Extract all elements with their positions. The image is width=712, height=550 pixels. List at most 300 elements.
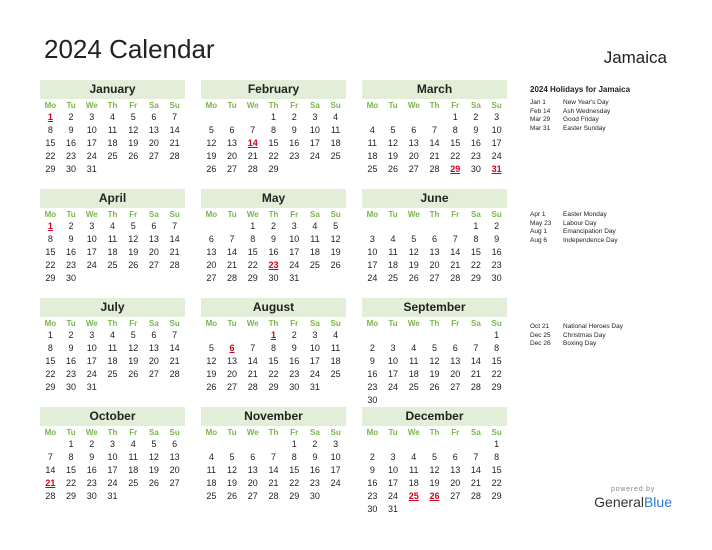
day-cell[interactable]: 1 [250,221,256,231]
day-cell[interactable]: 9 [369,356,375,366]
day-cell[interactable]: 4 [411,343,417,353]
day-cell[interactable]: 7 [229,234,235,244]
day-cell[interactable]: 9 [68,343,74,353]
day-cell[interactable]: 5 [431,452,437,462]
day-cell[interactable]: 5 [130,221,136,231]
day-cell[interactable]: 27 [148,151,159,161]
day-cell[interactable]: 15 [491,356,502,366]
day-cell[interactable]: 26 [128,369,139,379]
day-cell[interactable]: 18 [330,356,341,366]
day-cell[interactable]: 5 [130,112,136,122]
day-cell[interactable]: 21 [227,260,238,270]
day-cell[interactable]: 10 [107,452,118,462]
holiday-day[interactable]: 1 [47,112,53,122]
day-cell[interactable]: 11 [409,465,419,475]
day-cell[interactable]: 8 [291,452,297,462]
day-cell[interactable]: 13 [206,247,217,257]
day-cell[interactable]: 2 [68,330,74,340]
day-cell[interactable]: 23 [470,151,481,161]
day-cell[interactable]: 28 [470,382,481,392]
day-cell[interactable]: 5 [431,343,437,353]
day-cell[interactable]: 26 [148,478,159,488]
day-cell[interactable]: 8 [47,343,53,353]
day-cell[interactable]: 8 [452,125,458,135]
day-cell[interactable]: 2 [291,330,297,340]
day-cell[interactable]: 23 [367,382,378,392]
day-cell[interactable]: 3 [89,112,95,122]
day-cell[interactable]: 26 [429,382,440,392]
day-cell[interactable]: 19 [128,247,139,257]
day-cell[interactable]: 29 [289,491,300,501]
day-cell[interactable]: 17 [86,356,97,366]
day-cell[interactable]: 26 [388,164,399,174]
day-cell[interactable]: 13 [148,343,159,353]
day-cell[interactable]: 31 [289,273,300,283]
day-cell[interactable]: 31 [86,382,97,392]
day-cell[interactable]: 21 [169,356,180,366]
day-cell[interactable]: 9 [312,452,318,462]
day-cell[interactable]: 7 [473,452,479,462]
day-cell[interactable]: 6 [250,452,256,462]
day-cell[interactable]: 21 [429,151,440,161]
day-cell[interactable]: 1 [494,439,500,449]
day-cell[interactable]: 12 [330,234,341,244]
day-cell[interactable]: 12 [429,465,440,475]
day-cell[interactable]: 16 [289,356,300,366]
day-cell[interactable]: 15 [45,138,56,148]
day-cell[interactable]: 17 [309,138,320,148]
day-cell[interactable]: 28 [247,382,258,392]
day-cell[interactable]: 4 [109,330,115,340]
day-cell[interactable]: 12 [206,356,217,366]
holiday-day[interactable]: 21 [45,478,56,488]
day-cell[interactable]: 13 [169,452,180,462]
day-cell[interactable]: 31 [309,382,320,392]
day-cell[interactable]: 13 [450,356,461,366]
day-cell[interactable]: 11 [206,465,217,475]
day-cell[interactable]: 5 [208,125,214,135]
day-cell[interactable]: 26 [128,151,139,161]
day-cell[interactable]: 23 [66,151,77,161]
day-cell[interactable]: 10 [388,356,399,366]
day-cell[interactable]: 9 [291,343,297,353]
day-cell[interactable]: 22 [268,151,279,161]
day-cell[interactable]: 8 [47,234,53,244]
day-cell[interactable]: 28 [470,491,481,501]
day-cell[interactable]: 29 [45,382,56,392]
day-cell[interactable]: 24 [309,369,320,379]
day-cell[interactable]: 5 [333,221,339,231]
day-cell[interactable]: 7 [172,112,178,122]
day-cell[interactable]: 17 [309,356,320,366]
day-cell[interactable]: 20 [450,369,461,379]
day-cell[interactable]: 9 [89,452,95,462]
day-cell[interactable]: 23 [86,478,97,488]
holiday-day[interactable]: 25 [408,491,419,501]
day-cell[interactable]: 14 [247,356,258,366]
day-cell[interactable]: 16 [66,138,77,148]
day-cell[interactable]: 28 [169,151,180,161]
day-cell[interactable]: 30 [367,504,378,514]
day-cell[interactable]: 30 [309,491,320,501]
day-cell[interactable]: 12 [148,452,159,462]
day-cell[interactable]: 19 [148,465,159,475]
day-cell[interactable]: 26 [128,260,139,270]
day-cell[interactable]: 18 [107,356,118,366]
day-cell[interactable]: 3 [89,330,95,340]
day-cell[interactable]: 3 [109,439,115,449]
day-cell[interactable]: 11 [107,125,118,135]
footer-brand[interactable] [594,486,672,510]
day-cell[interactable]: 14 [470,356,481,366]
day-cell[interactable]: 4 [109,112,115,122]
day-cell[interactable]: 4 [109,221,115,231]
day-cell[interactable]: 10 [86,234,97,244]
day-cell[interactable]: 8 [270,125,276,135]
day-cell[interactable]: 18 [128,465,139,475]
day-cell[interactable]: 8 [250,234,256,244]
day-cell[interactable]: 4 [208,452,214,462]
day-cell[interactable]: 17 [367,260,378,270]
day-cell[interactable]: 15 [268,356,279,366]
day-cell[interactable]: 14 [169,234,180,244]
day-cell[interactable]: 5 [151,439,157,449]
day-cell[interactable]: 1 [452,112,458,122]
day-cell[interactable]: 22 [247,260,258,270]
day-cell[interactable]: 15 [289,465,300,475]
day-cell[interactable]: 27 [148,260,159,270]
day-cell[interactable]: 30 [268,273,279,283]
day-cell[interactable]: 2 [473,112,479,122]
day-cell[interactable]: 12 [227,465,238,475]
day-cell[interactable]: 9 [270,234,276,244]
day-cell[interactable]: 22 [45,151,56,161]
day-cell[interactable]: 20 [429,260,440,270]
day-cell[interactable]: 7 [47,452,53,462]
day-cell[interactable]: 27 [227,382,238,392]
day-cell[interactable]: 13 [148,125,159,135]
day-cell[interactable]: 28 [247,164,258,174]
day-cell[interactable]: 2 [89,439,95,449]
day-cell[interactable]: 15 [247,247,258,257]
day-cell[interactable]: 29 [491,491,502,501]
day-cell[interactable]: 2 [68,112,74,122]
day-cell[interactable]: 1 [68,439,74,449]
day-cell[interactable]: 24 [289,260,300,270]
day-cell[interactable]: 14 [169,125,180,135]
day-cell[interactable]: 28 [169,260,180,270]
day-cell[interactable]: 14 [169,343,180,353]
day-cell[interactable]: 11 [310,234,320,244]
day-cell[interactable]: 13 [408,138,419,148]
day-cell[interactable]: 3 [312,330,318,340]
day-cell[interactable]: 12 [128,125,139,135]
day-cell[interactable]: 16 [66,247,77,257]
day-cell[interactable]: 10 [388,465,399,475]
day-cell[interactable]: 29 [66,491,77,501]
day-cell[interactable]: 6 [208,234,214,244]
day-cell[interactable]: 20 [148,247,159,257]
day-cell[interactable]: 12 [408,247,419,257]
day-cell[interactable]: 25 [309,260,320,270]
day-cell[interactable]: 21 [247,151,258,161]
day-cell[interactable]: 16 [491,247,502,257]
day-cell[interactable]: 4 [130,439,136,449]
day-cell[interactable]: 24 [367,273,378,283]
day-cell[interactable]: 12 [388,138,399,148]
day-cell[interactable]: 25 [367,164,378,174]
day-cell[interactable]: 21 [470,478,481,488]
day-cell[interactable]: 19 [128,356,139,366]
day-cell[interactable]: 2 [270,221,276,231]
day-cell[interactable]: 6 [151,221,157,231]
day-cell[interactable]: 16 [309,465,320,475]
day-cell[interactable]: 14 [268,465,279,475]
day-cell[interactable]: 22 [491,369,502,379]
day-cell[interactable]: 6 [151,112,157,122]
day-cell[interactable]: 4 [312,221,318,231]
day-cell[interactable]: 21 [450,260,461,270]
day-cell[interactable]: 22 [45,369,56,379]
day-cell[interactable]: 19 [429,478,440,488]
day-cell[interactable]: 18 [330,138,341,148]
day-cell[interactable]: 2 [369,343,375,353]
day-cell[interactable]: 27 [450,491,461,501]
day-cell[interactable]: 4 [369,125,375,135]
day-cell[interactable]: 25 [107,369,118,379]
day-cell[interactable]: 8 [68,452,74,462]
day-cell[interactable]: 24 [388,382,399,392]
day-cell[interactable]: 21 [169,138,180,148]
day-cell[interactable]: 24 [86,260,97,270]
day-cell[interactable]: 25 [330,369,341,379]
day-cell[interactable]: 25 [388,273,399,283]
day-cell[interactable]: 7 [172,221,178,231]
day-cell[interactable]: 6 [411,125,417,135]
day-cell[interactable]: 3 [390,343,396,353]
day-cell[interactable]: 27 [429,273,440,283]
day-cell[interactable]: 30 [367,395,378,405]
day-cell[interactable]: 19 [128,138,139,148]
day-cell[interactable]: 2 [312,439,318,449]
day-cell[interactable]: 29 [45,273,56,283]
day-cell[interactable]: 18 [206,478,217,488]
day-cell[interactable]: 20 [227,369,238,379]
day-cell[interactable]: 16 [86,465,97,475]
day-cell[interactable]: 20 [408,151,419,161]
day-cell[interactable]: 13 [227,356,238,366]
day-cell[interactable]: 6 [452,343,458,353]
day-cell[interactable]: 22 [450,151,461,161]
day-cell[interactable]: 1 [473,221,479,231]
day-cell[interactable]: 11 [388,247,398,257]
day-cell[interactable]: 7 [250,343,256,353]
day-cell[interactable]: 25 [408,382,419,392]
day-cell[interactable]: 10 [309,343,320,353]
day-cell[interactable]: 20 [450,478,461,488]
day-cell[interactable]: 30 [491,273,502,283]
day-cell[interactable]: 7 [452,234,458,244]
day-cell[interactable]: 20 [247,478,258,488]
holiday-day[interactable]: 1 [270,330,276,340]
day-cell[interactable]: 20 [148,356,159,366]
day-cell[interactable]: 7 [172,330,178,340]
day-cell[interactable]: 20 [206,260,217,270]
day-cell[interactable]: 14 [450,247,461,257]
day-cell[interactable]: 24 [309,151,320,161]
day-cell[interactable]: 28 [450,273,461,283]
day-cell[interactable]: 9 [494,234,500,244]
day-cell[interactable]: 21 [268,478,279,488]
day-cell[interactable]: 12 [206,138,217,148]
day-cell[interactable]: 1 [270,112,276,122]
day-cell[interactable]: 12 [128,234,139,244]
day-cell[interactable]: 10 [330,452,341,462]
day-cell[interactable]: 5 [390,125,396,135]
day-cell[interactable]: 7 [431,125,437,135]
holiday-day[interactable]: 23 [268,260,279,270]
day-cell[interactable]: 15 [450,138,461,148]
day-cell[interactable]: 26 [227,491,238,501]
day-cell[interactable]: 3 [291,221,297,231]
day-cell[interactable]: 22 [289,478,300,488]
day-cell[interactable]: 22 [45,260,56,270]
day-cell[interactable]: 13 [227,138,238,148]
day-cell[interactable]: 8 [47,125,53,135]
day-cell[interactable]: 15 [470,247,481,257]
day-cell[interactable]: 2 [68,221,74,231]
day-cell[interactable]: 19 [429,369,440,379]
day-cell[interactable]: 18 [408,369,419,379]
holiday-day[interactable]: 6 [229,343,235,353]
day-cell[interactable]: 16 [289,138,300,148]
day-cell[interactable]: 14 [470,465,481,475]
day-cell[interactable]: 8 [494,343,500,353]
day-cell[interactable]: 6 [229,125,235,135]
day-cell[interactable]: 13 [148,234,159,244]
holiday-day[interactable]: 29 [450,164,461,174]
day-cell[interactable]: 28 [429,164,440,174]
day-cell[interactable]: 2 [494,221,500,231]
day-cell[interactable]: 9 [473,125,479,135]
day-cell[interactable]: 27 [408,164,419,174]
day-cell[interactable]: 3 [333,439,339,449]
day-cell[interactable]: 9 [369,465,375,475]
day-cell[interactable]: 28 [268,491,279,501]
day-cell[interactable]: 30 [66,273,77,283]
day-cell[interactable]: 5 [130,330,136,340]
day-cell[interactable]: 29 [268,382,279,392]
day-cell[interactable]: 18 [388,260,399,270]
day-cell[interactable]: 14 [227,247,238,257]
day-cell[interactable]: 19 [408,260,419,270]
day-cell[interactable]: 11 [367,138,378,148]
holiday-day[interactable]: 1 [47,221,53,231]
day-cell[interactable]: 16 [367,369,378,379]
day-cell[interactable]: 28 [45,491,56,501]
day-cell[interactable]: 15 [268,138,279,148]
day-cell[interactable]: 6 [151,330,157,340]
day-cell[interactable]: 17 [86,247,97,257]
day-cell[interactable]: 4 [333,112,339,122]
day-cell[interactable]: 17 [330,465,341,475]
day-cell[interactable]: 12 [429,356,440,366]
day-cell[interactable]: 4 [411,452,417,462]
day-cell[interactable]: 15 [66,465,77,475]
day-cell[interactable]: 24 [330,478,341,488]
day-cell[interactable]: 23 [491,260,502,270]
day-cell[interactable]: 22 [268,369,279,379]
day-cell[interactable]: 29 [268,164,279,174]
day-cell[interactable]: 10 [289,234,300,244]
day-cell[interactable]: 20 [227,151,238,161]
day-cell[interactable]: 11 [128,452,138,462]
day-cell[interactable]: 29 [470,273,481,283]
day-cell[interactable]: 1 [494,330,500,340]
day-cell[interactable]: 26 [206,164,217,174]
day-cell[interactable]: 5 [229,452,235,462]
day-cell[interactable]: 29 [491,382,502,392]
day-cell[interactable]: 9 [68,234,74,244]
day-cell[interactable]: 19 [330,247,341,257]
day-cell[interactable]: 5 [208,343,214,353]
day-cell[interactable]: 15 [45,247,56,257]
day-cell[interactable]: 18 [107,138,118,148]
day-cell[interactable]: 30 [289,382,300,392]
day-cell[interactable]: 23 [309,478,320,488]
day-cell[interactable]: 11 [107,234,118,244]
day-cell[interactable]: 27 [169,478,180,488]
day-cell[interactable]: 23 [289,151,300,161]
day-cell[interactable]: 5 [411,234,417,244]
day-cell[interactable]: 6 [431,234,437,244]
day-cell[interactable]: 26 [330,260,341,270]
day-cell[interactable]: 6 [172,439,178,449]
day-cell[interactable]: 6 [452,452,458,462]
day-cell[interactable]: 12 [128,343,139,353]
day-cell[interactable]: 17 [388,369,399,379]
day-cell[interactable]: 10 [86,343,97,353]
day-cell[interactable]: 11 [409,356,419,366]
day-cell[interactable]: 3 [312,112,318,122]
day-cell[interactable]: 23 [367,491,378,501]
day-cell[interactable]: 16 [470,138,481,148]
day-cell[interactable]: 18 [107,247,118,257]
day-cell[interactable]: 17 [289,247,300,257]
day-cell[interactable]: 24 [86,369,97,379]
day-cell[interactable]: 25 [330,151,341,161]
day-cell[interactable]: 27 [148,369,159,379]
day-cell[interactable]: 3 [390,452,396,462]
day-cell[interactable]: 23 [66,369,77,379]
day-cell[interactable]: 16 [268,247,279,257]
day-cell[interactable]: 31 [86,164,97,174]
day-cell[interactable]: 8 [494,452,500,462]
holiday-day[interactable]: 14 [247,138,258,148]
day-cell[interactable]: 15 [491,465,502,475]
day-cell[interactable]: 8 [473,234,479,244]
day-cell[interactable]: 31 [107,491,118,501]
day-cell[interactable]: 4 [390,234,396,244]
day-cell[interactable]: 24 [107,478,118,488]
day-cell[interactable]: 8 [270,343,276,353]
day-cell[interactable]: 22 [66,478,77,488]
day-cell[interactable]: 29 [247,273,258,283]
day-cell[interactable]: 13 [247,465,258,475]
day-cell[interactable]: 28 [169,369,180,379]
holiday-day[interactable]: 31 [491,164,502,174]
day-cell[interactable]: 21 [169,247,180,257]
